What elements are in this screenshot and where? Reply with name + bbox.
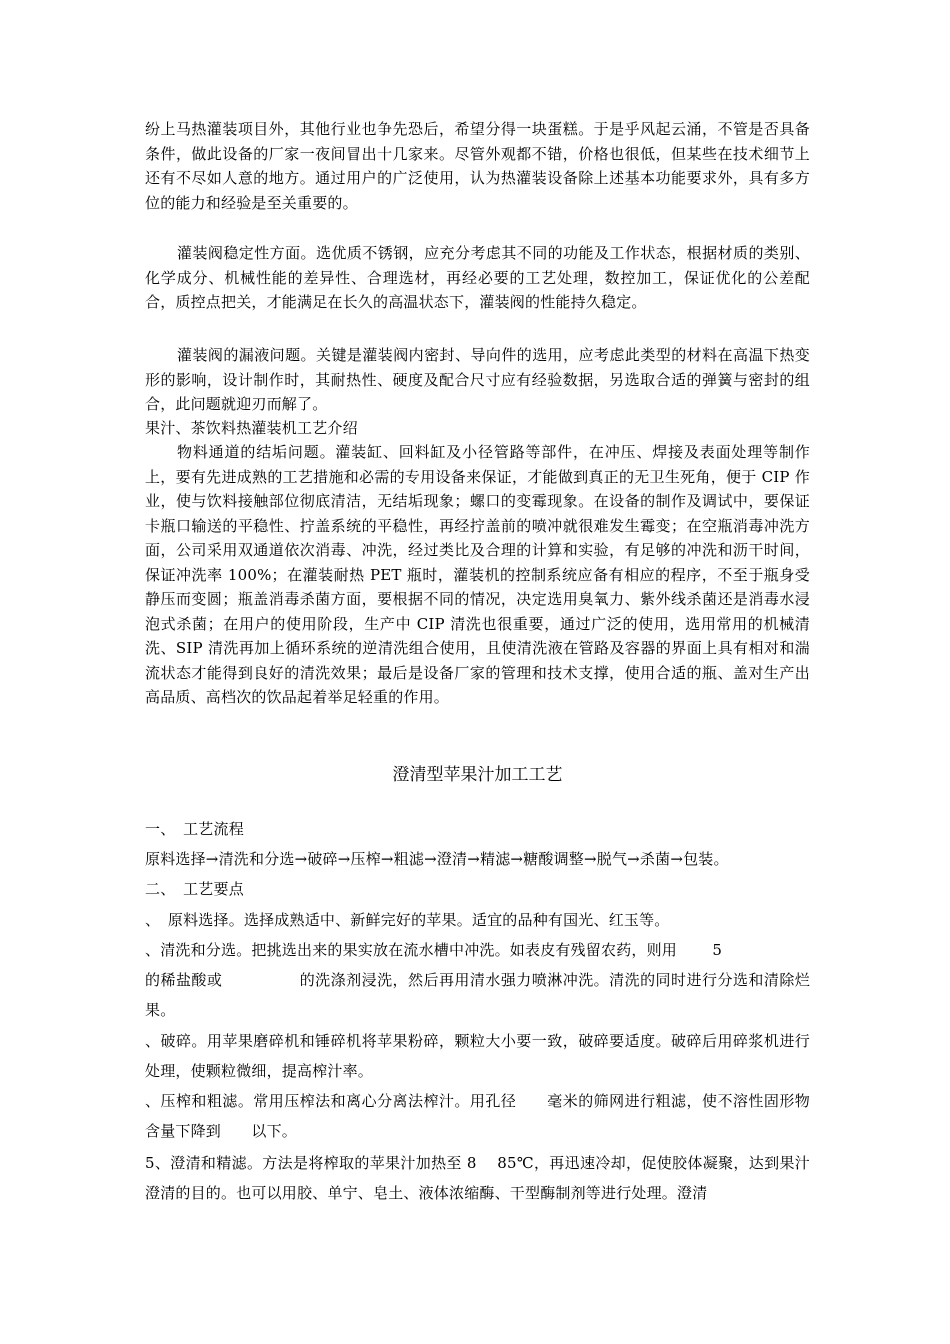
heading-process-points: 二、 工艺要点 bbox=[145, 880, 244, 898]
paragraph-valve-leak: 灌装阀的漏液问题。关键是灌装阀内密封、导向件的选用，应考虑此类型的材料在高温下热变形的影响，设计制作时，其耐热性、硬度及配合尺寸应有经验数据，另选取合适的弹簧与密封的组合，此问题就迎刃而解了。 bbox=[145, 346, 810, 413]
point-raw-material: 、 原料选择。选择成熟适中、新鲜完好的苹果。适宜的品种有国光、红玉等。 bbox=[145, 911, 670, 929]
paragraph-scaling-issue: 物料通道的结垢问题。灌装缸、回料缸及小径管路等部件，在冲压、焊接及表面处理等制作上，要有先进成熟的工艺措施和必需的专用设备来保证，才能做到真正的无卫生死角，便于 CIP 作业，使与饮料接触部位彻底清洁，无结垢现象；螺口的变霉现象。在设备的制作及调试中，要保证卡瓶口输送的平稳性、拧盖系统的平稳性，再经拧盖前的喷冲就很难发生霉变；在空瓶消毒冲洗方面，公司采用双通道依次消毒、冲洗，经过类比及合理的计算和实验，有足够的冲洗和沥干时间，保证冲洗率 100%；在灌装耐热 PET 瓶时，灌装机的控制系统应备有相应的程序，不至于瓶身受静压而变圆；瓶盖消毒杀菌方面，要根据不同的情况，决定选用臭氧力、紫外线杀菌还是消毒水浸泡式杀菌；在用户的使用阶段，生产中 CIP 清洗也很重要，通过广泛的使用，选用常用的机械清洗、SIP 清洗再加上循环系统的逆清洗组合使用，且使清洗液在管路及容器的界面上具有相对和湍流状态才能得到良好的清洗效果；最后是设备厂家的管理和技术支撑，使用合适的瓶、盖对生产出高品质、高档次的饮品起着举足轻重的作用。 bbox=[145, 443, 810, 706]
section-title: 澄清型苹果汁加工工艺 bbox=[392, 765, 563, 785]
heading-juice-tea-filling: 果汁、茶饮料热灌装机工艺介绍 bbox=[145, 419, 358, 437]
heading-process-flow: 一、 工艺流程 bbox=[145, 820, 244, 838]
point-washing-line2: 的稀盐酸或 的洗涤剂浸洗，然后再用清水强力喷淋冲洗。清洗的同时进行分选和清除烂果。 bbox=[145, 971, 810, 1020]
point-washing-line1: 、清洗和分选。把挑选出来的果实放在流水槽中冲洗。如表皮有残留农药，则用 5 bbox=[145, 941, 723, 959]
paragraph-intro: 纷上马热灌装项目外，其他行业也争先恐后，希望分得一块蛋糕。于是乎风起云涌，不管是否具备条件，做此设备的厂家一夜间冒出十几家来。尽管外观都不错，价格也很低，但某些在技术细节上还有不尽如人意的地方。通过用户的广泛使用，认为热灌装设备除上述基本功能要求外，具有多方位的能力和经验是至关重要的。 bbox=[145, 120, 810, 212]
point-clarification: 5、澄清和精滤。方法是将榨取的苹果汁加热至 8 85℃，再迅速冷却，促使胶体凝聚，达到果汁澄清的目的。也可以用胶、单宁、皂土、液体浓缩酶、干型酶制剂等进行处理。澄清 bbox=[145, 1154, 810, 1203]
point-crushing: 、破碎。用苹果磨碎机和锤碎机将苹果粉碎，颗粒大小要一致，破碎要适度。破碎后用碎浆机进行处理，使颗粒微细，提高榨汁率。 bbox=[145, 1032, 810, 1081]
paragraph-valve-stability: 灌装阀稳定性方面。选优质不锈钢，应充分考虑其不同的功能及工作状态，根据材质的类别、化学成分、机械性能的差异性、合理选材，再经必要的工艺处理，数控加工，保证优化的公差配合，质控点把关，才能满足在长久的高温状态下，灌装阀的性能持久稳定。 bbox=[145, 244, 810, 311]
process-flow-text: 原料选择→清洗和分选→破碎→压榨→粗滤→澄清→精滤→糖酸调整→脱气→杀菌→包装。 bbox=[145, 850, 729, 868]
point-pressing: 、压榨和粗滤。常用压榨法和离心分离法榨汁。用孔径 毫米的筛网进行粗滤，使不溶性固形物含量下降到 以下。 bbox=[145, 1092, 810, 1141]
